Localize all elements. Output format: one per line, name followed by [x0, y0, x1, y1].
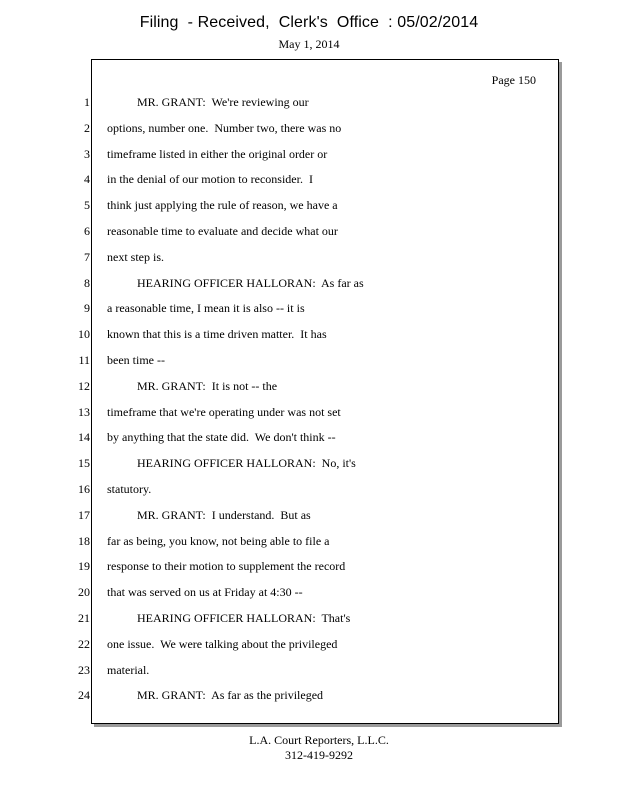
line-number: 22: [78, 637, 90, 651]
transcript-line: next step is.: [107, 250, 164, 264]
transcript-line: material.: [107, 663, 150, 677]
line-number: 8: [84, 276, 90, 290]
line-number: 23: [78, 663, 90, 677]
transcript-line: HEARING OFFICER HALLORAN: As far as: [107, 276, 364, 290]
line-number: 12: [78, 379, 90, 393]
line-number: 24: [78, 688, 90, 702]
transcript-date: May 1, 2014: [278, 37, 340, 51]
line-number: 5: [84, 198, 90, 212]
transcript-line: response to their motion to supplement the record: [107, 559, 346, 573]
transcript-line: MR. GRANT: We're reviewing our: [107, 95, 309, 109]
line-number: 19: [78, 559, 90, 573]
reporter-phone: 312-419-9292: [285, 748, 353, 762]
line-number: 6: [84, 224, 90, 238]
filing-stamp: Filing - Received, Clerk's Office : 05/02/2014: [139, 14, 479, 31]
transcript-line: that was served on us at Friday at 4:30 --: [107, 585, 303, 599]
line-number: 10: [78, 327, 90, 341]
line-number: 3: [84, 147, 90, 161]
transcript-line: reasonable time to evaluate and decide what our: [107, 224, 338, 238]
transcript-line: one issue. We were talking about the privileged: [107, 637, 338, 651]
line-number: 7: [84, 250, 90, 264]
line-number: 14: [78, 430, 90, 444]
line-number: 1: [84, 95, 90, 109]
line-number: 17: [78, 508, 90, 522]
transcript-line: in the denial of our motion to reconsider. I: [107, 172, 313, 186]
line-number: 4: [84, 172, 90, 186]
line-number: 20: [78, 585, 90, 599]
line-number: 2: [84, 121, 90, 135]
transcript-line: far as being, you know, not being able to file a: [107, 534, 330, 548]
line-number: 21: [78, 611, 90, 625]
transcript-line: HEARING OFFICER HALLORAN: That's: [107, 611, 351, 625]
transcript-line: known that this is a time driven matter. It has: [107, 327, 327, 341]
transcript-line: options, number one. Number two, there was no: [107, 121, 342, 135]
transcript-line: think just applying the rule of reason, we have a: [107, 198, 338, 212]
transcript-line: been time --: [107, 353, 165, 367]
transcript-line: timeframe that we're operating under was not set: [107, 405, 341, 419]
line-number: 16: [78, 482, 90, 496]
transcript-line: HEARING OFFICER HALLORAN: No, it's: [107, 456, 356, 470]
line-number: 9: [84, 301, 90, 315]
page-number: Page 150: [491, 73, 536, 87]
transcript-line: MR. GRANT: As far as the privileged: [107, 688, 324, 702]
reporter-company: L.A. Court Reporters, L.L.C.: [249, 733, 389, 747]
line-number: 11: [78, 353, 90, 367]
transcript-line: a reasonable time, I mean it is also -- it is: [107, 301, 305, 315]
line-number: 13: [78, 405, 90, 419]
transcript-line: timeframe listed in either the original order or: [107, 147, 328, 161]
transcript-line: statutory.: [107, 482, 152, 496]
line-number: 18: [78, 534, 90, 548]
transcript-line: MR. GRANT: I understand. But as: [107, 508, 311, 522]
transcript-line: MR. GRANT: It is not -- the: [107, 379, 278, 393]
transcript-line: by anything that the state did. We don't think --: [107, 430, 336, 444]
line-number: 15: [78, 456, 90, 470]
